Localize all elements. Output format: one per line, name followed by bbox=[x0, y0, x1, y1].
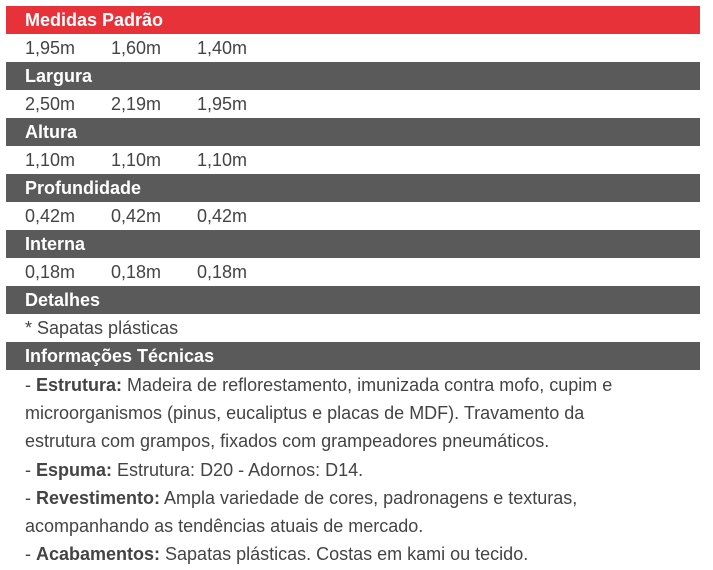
info-text-revestimento-line1: Ampla variedade de cores, padronagens e texturas, bbox=[160, 487, 578, 508]
info-label-estrutura: Estrutura: bbox=[36, 375, 123, 395]
medidas-value-1: 1,95m bbox=[25, 38, 76, 58]
altura-value-1: 1,10m bbox=[25, 150, 76, 170]
info-prefix: - bbox=[25, 544, 36, 565]
largura-value-2: 2,19m bbox=[111, 94, 162, 114]
section-header-largura: Largura bbox=[6, 62, 700, 90]
info-text-estrutura-line3: estrutura com grampos, fixados com grampeadores pneumáticos. bbox=[25, 431, 550, 452]
interna-value-3: 0,18m bbox=[197, 262, 248, 282]
section-header-profundidade: Profundidade bbox=[6, 174, 700, 202]
info-item-espuma bbox=[25, 456, 700, 484]
section-header-altura: Altura bbox=[6, 118, 700, 146]
info-label-revestimento: Revestimento: bbox=[36, 487, 161, 508]
profundidade-value-3: 0,42m bbox=[197, 206, 248, 226]
informacoes-tecnicas-text bbox=[6, 370, 700, 568]
altura-value-3: 1,10m bbox=[197, 150, 248, 170]
profundidade-value-1: 0,42m bbox=[25, 206, 76, 226]
info-item-revestimento bbox=[25, 484, 700, 540]
detalhes-row: * Sapatas plásticas bbox=[25, 318, 179, 338]
product-spec-table bbox=[6, 6, 700, 568]
altura-row bbox=[6, 146, 700, 174]
info-label-espuma: Espuma: bbox=[36, 459, 113, 480]
info-text-revestimento-line2: acompanhando as tendências atuais de mercado. bbox=[25, 516, 424, 537]
section-header-informacoes-tecnicas: Informações Técnicas bbox=[6, 342, 700, 370]
largura-row bbox=[6, 90, 700, 118]
largura-value-1: 2,50m bbox=[25, 94, 76, 114]
interna-row bbox=[6, 258, 700, 286]
medidas-padrao-row bbox=[6, 34, 700, 62]
info-label-acabamentos: Acabamentos: bbox=[36, 544, 161, 565]
info-prefix: - bbox=[25, 487, 36, 508]
section-header-medidas-padrao: Medidas Padrão bbox=[6, 6, 700, 34]
info-text-estrutura-line1: Madeira de reflorestamento, imunizada contra mofo, cupim e bbox=[122, 375, 613, 395]
interna-value-1: 0,18m bbox=[25, 262, 76, 282]
info-text-estrutura-line2: microorganismos (pinus, eucaliptus e placas de MDF). Travamento da bbox=[25, 403, 585, 424]
altura-value-2: 1,10m bbox=[111, 150, 162, 170]
info-prefix: - bbox=[25, 375, 36, 395]
medidas-value-2: 1,60m bbox=[111, 38, 162, 58]
profundidade-value-2: 0,42m bbox=[111, 206, 162, 226]
largura-value-3: 1,95m bbox=[197, 94, 248, 114]
info-prefix: - bbox=[25, 459, 36, 480]
info-text-acabamentos-line1: Sapatas plásticas. Costas em kami ou tecido. bbox=[160, 544, 529, 565]
info-text-espuma-line1: Estrutura: D20 - Adornos: D14. bbox=[112, 459, 364, 480]
medidas-value-3: 1,40m bbox=[197, 38, 248, 58]
section-header-interna: Interna bbox=[6, 230, 700, 258]
info-item-acabamentos bbox=[25, 540, 700, 568]
profundidade-row bbox=[6, 202, 700, 230]
section-header-detalhes: Detalhes bbox=[6, 286, 700, 314]
interna-value-2: 0,18m bbox=[111, 262, 162, 282]
info-item-estrutura bbox=[25, 371, 700, 456]
